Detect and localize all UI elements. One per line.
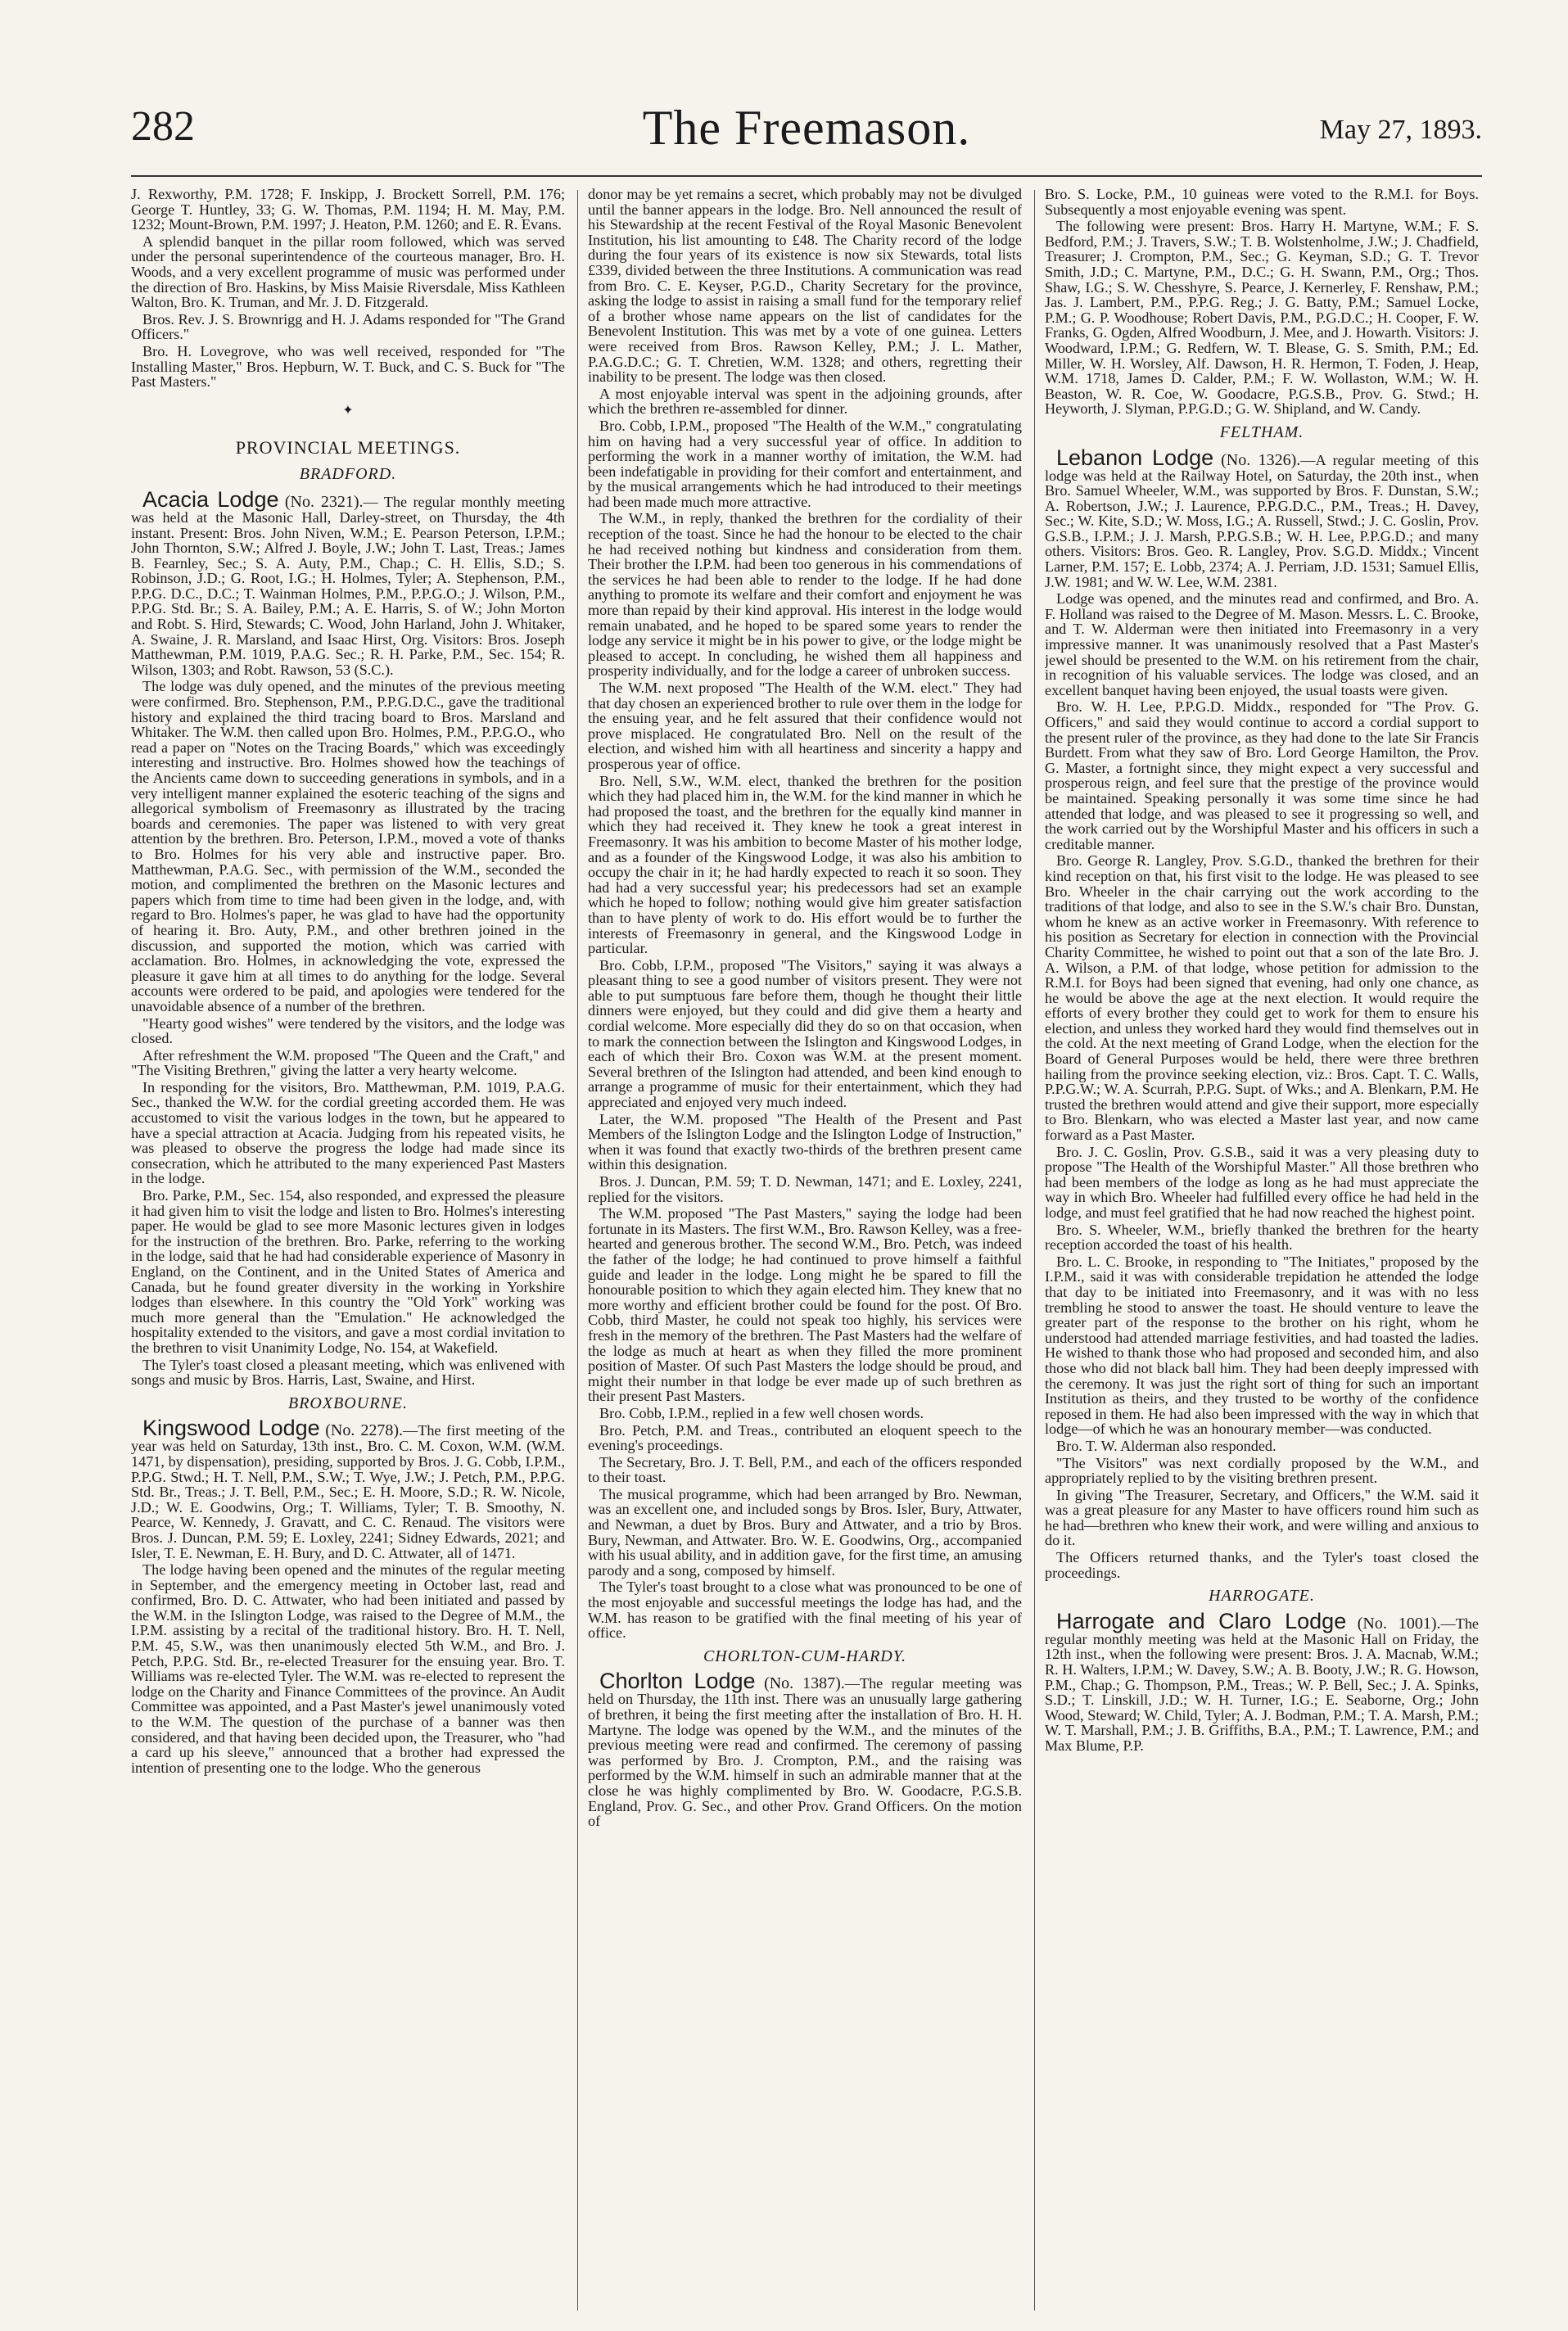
paragraph: "The Visitors" was next cordially proposed by the W.M., and appropriately replied to by the visiting brethren present. bbox=[1045, 1454, 1479, 1487]
column-divider bbox=[577, 190, 578, 2311]
paragraph: In responding for the visitors, Bro. Matthewman, P.M. 1019, P.A.G. Sec., thanked the W.W. for the cordial greeting accorded them. He was accustomed to visit the various lodges in the town, but he appeared to have a special attraction at Acacia. Judging from his repeated visits, he was pleased to observe the progress the lodge had made since its consecration, which he attributed to the many experienced Past Masters in the lodge. bbox=[131, 1078, 565, 1187]
ornament-divider: ✦ bbox=[342, 403, 354, 418]
lodge-number: (No. 1387). bbox=[764, 1674, 845, 1693]
lodge-report bbox=[131, 486, 565, 678]
place-heading: BROXBOURNE. bbox=[288, 1394, 408, 1412]
paragraph: The lodge was duly opened, and the minutes of the previous meeting were confirmed. Bro. Stephenson, P.M., P.P.G.D.C., gave the traditional history and explained the third tracing board to Bros. Marsland and Whitaker. The W.M. then called upon Bro. Holmes, P.M., P.P.G.O., who read a paper on "Notes on the Tracing Boards," which was exceedingly interesting and instructive. Bro. Holmes showed how the teachings of the Ancients came down to succeeding generations in symbols, and in a very intelligent manner explained the esoteric teaching of the signs and allegorical symbolism of Freemasonry as illustrated by the tracing boards and ceremonies. The paper was listened to with very great attention by the brethren. Bro. Peterson, I.P.M., moved a vote of thanks to Bro. Holmes for his very able and instructive paper. Bro. Matthewman, P.A.G. Sec., with permission of the W.M., seconded the motion, and complimented the brethren on the Masonic lectures and papers which from time to time had been given in the lodge, and, with regard to Bro. Holmes's paper, he was glad to have had the opportunity of hearing it. Bro. Auty, P.M., and other brethren joined in the discussion, and supported the motion, which was carried with acclamation. Bro. Holmes, in acknowledging the vote, expressed the pleasure it gave him at all times to do anything for the lodge. Several accounts were ordered to be paid, and apologies were tendered for the unavoidable absence of a number of the brethren. bbox=[131, 678, 565, 1014]
lodge-number: (No. 2278). bbox=[325, 1421, 404, 1440]
lodge-name: Kingswood Lodge bbox=[142, 1416, 320, 1441]
paragraph: The Tyler's toast brought to a close what was pronounced to be one of the most enjoyable and successful meetings the lodge has had, and the W.M. has reason to be gratified with the final meeting of his year of office. bbox=[588, 1579, 1022, 1642]
paragraph: Bros. Rev. J. S. Brownrigg and H. J. Adams responded for "The Grand Officers." bbox=[131, 310, 565, 343]
place-heading: BRADFORD. bbox=[299, 465, 397, 484]
paragraph: Bro. J. C. Goslin, Prov. G.S.B., said it was a very pleasing duty to propose "The Health of the Worshipful Master." All those brethren who had been members of the lodge as long as he had must appreciate the way in which Bro. Wheeler had fulfilled every office he had held in the lodge, and must feel gratified that he had now reached the highest point. bbox=[1045, 1143, 1479, 1221]
column-1 bbox=[131, 187, 565, 2315]
paragraph: Bro. Parke, P.M., Sec. 154, also responded, and expressed the pleasure it had given him to visit the lodge and listen to Bro. Holmes's interesting paper. He would be glad to see more Masonic lectures given in lodges for the instruction of the brethren. Bro. Parke, referring to the working in the lodge, said that he had had considerable experience of Masonry in England, on the Continent, and in the United States of America and Canada, but he found greater diversity in the working in Yorkshire lodges than elsewhere. In this country the "Old York" working was much more general than the "Emulation." He acknowledged the hospitality extended to the visitors, and gave a most cordial invitation to the brethren to visit Unanimity Lodge, No. 154, at Wakefield. bbox=[131, 1187, 565, 1356]
paragraph: A most enjoyable interval was spent in the adjoining grounds, after which the brethren re-assembled for dinner. bbox=[588, 385, 1022, 418]
lodge-report bbox=[1045, 447, 1479, 590]
masthead-rule bbox=[131, 175, 1482, 177]
paragraph: Bro. Cobb, I.P.M., proposed "The Health of the W.M.," congratulating him on having had a very successful year of office. In addition to performing the work in a manner worthy of imitation, the W.M. had been indefatigable in providing for their comfort and entertainment, and by the musical arrangements which he had introduced to their meetings had been made much more attractive. bbox=[588, 417, 1022, 510]
paragraph: Lodge was opened, and the minutes read and confirmed, and Bro. A. F. Holland was raised to the Degree of M. Mason. Messrs. L. C. Brooke, and T. W. Alderman were then initiated into Freemasonry in a very impressive manner. It was unanimously resolved that a Past Master's jewel should be presented to the W.M. on his retirement from the chair, in recognition of his valuable services. The lodge was closed, and an excellent banquet having been enjoyed, the usual toasts were given. bbox=[1045, 590, 1479, 698]
paragraph: donor may be yet remains a secret, which probably may not be divulged until the banner appears in the lodge. Bro. Nell announced the result of his Stewardship at the recent Festival of the Royal Masonic Benevolent Institution, his list amounting to £48. The Charity record of the lodge during the four years of its existence is now six Stewards, total lists £339, divided between the three Institutions. A communication was read from Bro. C. E. Keyser, P.G.D., Charity Secretary for the province, asking the lodge to assist in raising a small fund for the temporary relief of a brother whose name appears on the list of candidates for the Benevolent Institution. This was met by a vote of one guinea. Letters were received from Bros. Rawson Kelley, P.M.; J. L. Mather, P.A.G.D.C.; G. T. Chretien, W.M. 1328; and others, regretting their inability to be present. The lodge was then closed. bbox=[588, 187, 1022, 386]
lodge-name: Acacia Lodge bbox=[142, 486, 279, 512]
paragraph: Bro. Cobb, I.P.M., proposed "The Visitors," saying it was always a pleasant thing to see a good number of visitors present. They were not able to put sumptuous fare before them, though he thought their little dinners were enjoyed, but they could and did give them a hearty and cordial welcome. More especially did they do so on that occasion, when to mark the connection between the Islington and Kingswood Lodges, in each of which their Bro. Coxon was W.M. at the present moment. Several brethren of the Islington had attended, and been kind enough to arrange a programme of music for their entertainment, which they had appreciated and enjoyed very much indeed. bbox=[588, 956, 1022, 1111]
paragraph: Bro. H. Lovegrove, who was well received, responded for "The Installing Master," Bros. Hepburn, W. T. Buck, and C. S. Buck for "The Past Masters." bbox=[131, 342, 565, 391]
paragraph: The W.M. next proposed "The Health of the W.M. elect." They had that day chosen an experienced brother to rule over them in the lodge for the ensuing year, and he felt assured that their confidence would not prove misplaced. He congratulated Bro. Nell on the result of the election, and wished him with all heartiness and sincerity a happy and prosperous year of office. bbox=[588, 680, 1022, 772]
paragraph: Bro. George R. Langley, Prov. S.G.D., thanked the brethren for their kind reception on that, his first visit to the lodge. He was pleased to see Bro. Wheeler in the chair carrying out the work according to the traditions of that lodge, and also to see in the S.W.'s chair Bro. Dunstan, whom he knew as an active worker in Freemasonry. With reference to his position as Secretary for election in connection with the Provincial Charity Committee, he wished to point out that a son of the late Bro. J. A. Wilson, a P.M. of that lodge, whose petition for admission to the R.M.I. for Boys had been signed that evening, had only one chance, as he would be above the age at the next election. It would require the efforts of every brother they could get to work for them to ensure his election, and unless they worked hard they would find themselves out in the cold. At the next meeting of Grand Lodge, when the election for the Board of General Purposes would be held, there were three brethren hailing from the province seeking election, viz.: Bros. Capt. T. C. Walls, P.P.G.W.; W. A. Scurrah, P.P.G. Supt. of Wks.; and A. Blenkarn, P.M. He trusted the brethren would attend and give their support, more especially to Bro. Blenkarn, who was elected a Master last year, and now came forward as a Past Master. bbox=[1045, 852, 1479, 1144]
lodge-report bbox=[588, 1670, 1022, 1828]
issue-date: May 27, 1893. bbox=[1319, 115, 1482, 145]
lodge-text: —A regular meeting of this lodge was held at the Railway Hotel, on Saturday, the 20th inst., when Bro. Samuel Wheeler, W.M., was supported by Bros. F. Dunstan, S.W.; A. Robertson, J.W.; J. Laurence, P.P.G.D.C., P.M., Treas.; H. Davey, Sec.; W. Kite, S.D.; W. Moss, I.G.; A. Russell, Stwd.; J. C. Goslin, Prov. G.S.B., I.P.M.; J. J. Marsh, P.P.G.S.B.; W. H. Lee, P.P.G.D.; and many others. Visitors: Bros. Geo. R. Langley, Prov. S.G.D. Middx.; Vincent Larner, P.M. 157; E. Lobb, 2374; A. J. Perriam, J.D. 1531; Samuel Ellis, J.W. 1981; and W. W. Lee, W.M. 2381. bbox=[1045, 451, 1479, 590]
place-heading: HARROGATE. bbox=[1209, 1587, 1315, 1606]
lodge-number: (No. 1001). bbox=[1357, 1614, 1441, 1633]
paragraph: Later, the W.M. proposed "The Health of the Present and Past Members of the Islington Lodge and the Islington Lodge of Instruction," when it was found that exactly two-thirds of the brethren present came within this designation. bbox=[588, 1110, 1022, 1173]
paragraph: The Officers returned thanks, and the Tyler's toast closed the proceedings. bbox=[1045, 1549, 1479, 1581]
paragraph: A splendid banquet in the pillar room followed, which was served under the personal superintendence of the courteous manager, Bro. H. Woods, and a very excellent programme of music was performed under the direction of Bro. Haskins, by Miss Maisie Riversdale, Miss Kathleen Walton, Bro. K. Truman, and Mr. J. D. Fitzgerald. bbox=[131, 233, 565, 311]
paragraph: Bro. S. Locke, P.M., 10 guineas were voted to the R.M.I. for Boys. Subsequently a most enjoyable evening was spent. bbox=[1045, 187, 1479, 218]
lodge-number: (No. 2321). bbox=[284, 492, 364, 511]
lodge-text: — The regular monthly meeting was held at the Masonic Hall, Darley-street, on Thursday, the 4th instant. Present: Bros. John Niven, W.M.; E. Pearson Peterson, I.P.M.; John Thornton, S.W.; Alfred J. Boyle, J.W.; John T. Last, Treas.; James B. Fearnley, Sec.; S. A. Auty, P.M., Chap.; C. H. Ellis, S.D.; S. Robinson, J.D.; G. Root, I.G.; H. Holmes, Tyler; A. Stephenson, P.M., P.P.G. D.C., D.C.; T. Wainman Holmes, P.M., P.P.G.O.; J. Wilson, P.M., P.P.G. Std. Br.; S. A. Bailey, P.M.; A. E. Harris, S. of W.; John Morton and Robt. S. Hird, Stewards; C. Wood, John Harland, John J. Whitaker, A. Swaine, J. R. Marsland, and Isaac Hirst, Org. Visitors: Bros. Joseph Matthewman, P.M. 1019, P.A.G. Sec.; R. H. Parke, P.M., Sec. 154; R. Wilson, 1303; and Robt. Rawson, 53 (S.C.). bbox=[131, 493, 565, 678]
paragraph: Bro. W. H. Lee, P.P.G.D. Middx., responded for "The Prov. G. Officers," and said they would continue to accord a cordial support to the present ruler of the province, as they had done to the late Sir Francis Burdett. From what they saw of Bro. Lord George Hamilton, the Prov. G. Master, a fortnight since, they might expect a very successful and prosperous reign, and feel sure that the prestige of the province would be maintained. Speaking personally it was some time since he had attended that lodge, and was pleased to see it progressing so well, and the work carried out by the Worshipful Master and his officers in such a creditable manner. bbox=[1045, 698, 1479, 852]
lodge-name: Harrogate and Claro Lodge bbox=[1056, 1608, 1347, 1633]
paragraph: In giving "The Treasurer, Secretary, and Officers," the W.M. said it was a great pleasure for any Master to have officers round him such as he had—brethren who knew their work, and were willing and anxious to do it. bbox=[1045, 1486, 1479, 1549]
paragraph: The Secretary, Bro. J. T. Bell, P.M., and each of the officers responded to their toast. bbox=[588, 1453, 1022, 1486]
paragraph: Bro. Cobb, I.P.M., replied in a few well chosen words. bbox=[599, 1404, 924, 1421]
paragraph: The Tyler's toast closed a pleasant meeting, which was enlivened with songs and music by Bros. Harris, Last, Swaine, and Hirst. bbox=[131, 1356, 565, 1389]
lodge-number: (No. 1326). bbox=[1221, 450, 1301, 469]
paragraph: After refreshment the W.M. proposed "The Queen and the Craft," and "The Visiting Brethren," giving the latter a very hearty welcome. bbox=[131, 1046, 565, 1079]
paragraph: The W.M. proposed "The Past Masters," saying the lodge had been fortunate in its Masters. The first W.M., Bro. Rawson Kelley, was a free-hearted and generous brother. The second W.M., Bro. Petch, was indeed the father of the lodge; he had continued to prove himself a faithful guide and leader in the lodge. Long might he be spared to fill the honourable position to which they again elected him. They knew that no more worthy and efficient brother could be found for the post. Of Bro. Cobb, third Master, he could not speak too highly, his services were fresh in the memory of the brethren. The Past Masters had the welfare of the lodge as much at heart as when they filled the more prominent position of Master. Of such Past Masters the lodge should be proud, and might their number in that lodge be ever made up of such brethren as their present Past Masters. bbox=[588, 1205, 1022, 1405]
paragraph: Bro. S. Wheeler, W.M., briefly thanked the brethren for the hearty reception accorded the toast of his health. bbox=[1045, 1221, 1479, 1254]
page-number: 282 bbox=[131, 103, 195, 150]
column-divider bbox=[1034, 190, 1035, 2311]
lodge-report bbox=[1045, 1610, 1479, 1754]
paragraph: J. Rexworthy, P.M. 1728; F. Inskipp, J. Brockett Sorrell, P.M. 176; George T. Huntley, 33; G. W. Thomas, P.M. 1194; H. M. May, P.M. 1232; Mount-Brown, P.M. 1997; J. Heaton, P.M. 1260; and E. R. Evans. bbox=[131, 187, 565, 233]
lodge-name: Lebanon Lodge bbox=[1056, 445, 1214, 470]
place-heading: CHORLTON-CUM-HARDY. bbox=[703, 1647, 907, 1665]
paragraph: The W.M., in reply, thanked the brethren for the cordiality of their reception of the toast. Since he had the honour to be elected to the chair he had received nothing but kindness and consideration from them. Their brother the I.P.M. had been too generous in his commendations of the services he had been able to render to the lodge. If he had done anything to promote its welfare and their comfort and enjoyment he was more than repaid by their kind approval. His interest in the lodge would remain unabated, and he hoped to be spared some years to render the lodge any service it might be in his power to give, or the lodge might be pleased to accept. In concluding, he wished them all happiness and prosperity individually, and for the lodge a career of unbroken success. bbox=[588, 510, 1022, 680]
column-2 bbox=[588, 187, 1022, 2315]
lodge-text: —The regular meeting was held on Thursday, the 11th inst. There was an unusually large gathering of brethren, it being the first meeting after the installation of Bro. H. H. Martyne. The lodge was opened by the W.M., and the minutes of the previous meeting were read and confirmed. The ceremony of passing was performed by Bro. J. Crompton, P.M., and the raising was performed by the W.M. himself in such an admirable manner that at the close he was highly complimented by Bro. W. Goodacre, P.G.S.B. England, Prov. G. Sec., and other Prov. Grand Officers. On the motion of bbox=[588, 1675, 1022, 1830]
lodge-name: Chorlton Lodge bbox=[599, 1669, 756, 1694]
section-heading: PROVINCIAL MEETINGS. bbox=[235, 436, 461, 458]
paragraph: The lodge having been opened and the minutes of the regular meeting in September, and the emergency meeting in October last, read and confirmed, Bro. D. C. Attwater, who had been initiated and passed by the W.M. in the Islington Lodge, was raised to the Degree of M.M., the I.P.M. assisting by a recital of the traditional history. Bro. H. T. Nell, P.M. 45, S.W., was then unanimously elected 5th W.M., and Bro. J. Petch, P.P.G. Std. Br., re-elected Treasurer for the ensuing year. Bro. T. Williams was re-elected Tyler. The W.M. was re-elected to represent the lodge on the Charity and Finance Committees of the province. An Audit Committee was appointed, and a Past Master's jewel unanimously voted to the W.M. The question of the purchase of a banner was then considered, and that having been decided upon, the Treasurer, who "had a card up his sleeve," announced that a brother had expressed the intention of presenting one to the lodge. Who the generous bbox=[131, 1561, 565, 1776]
paragraph: Bro. T. W. Alderman also responded. bbox=[1056, 1437, 1277, 1454]
article-columns bbox=[131, 187, 1482, 2315]
paragraph: Bro. Nell, S.W., W.M. elect, thanked the brethren for the position which they had placed him in, the W.M. for the kind manner in which he had proposed the toast, and the brethren for the equally kind manner in which they had received it. They knew he took a great interest in Freemasonry. It was his ambition to become Master of his mother lodge, and as a founder of the Kingswood Lodge, it was also his ambition to occupy the chair in it; he had hardly expected to reach it so soon. They had had a very successful year; his predecessors had set an example which he hoped to follow; nothing would give him greater satisfaction than to have plenty of work to do. His effort would be to further the interests of Freemasonry in general, and the Kingswood Lodge in particular. bbox=[588, 772, 1022, 957]
place-heading: FELTHAM. bbox=[1219, 422, 1304, 441]
paragraph: "Hearty good wishes" were tendered by the visitors, and the lodge was closed. bbox=[131, 1014, 565, 1047]
paragraph: Bro. L. C. Brooke, in responding to "The Initiates," proposed by the I.P.M., said it was with considerable trepidation he attended the lodge that day to be initiated into Freemasonry, and it was with no less trembling he stood to answer the toast. He should venture to leave the greater part of the response to the brother on his right, whom he understood had attended marriage festivities, and had toasted the ladies. He wished to thank those who had proposed and seconded him, and also those who did not black ball him. They had been deeply impressed with the ceremony. It was just the right sort of thing for such an important Institution as theirs, and they trusted to be worthy of the confidence reposed in them. He had also been impressed with the way in which that lodge—of which he was an honourary member—was conducted. bbox=[1045, 1253, 1479, 1438]
lodge-text: —The regular monthly meeting was held at the Masonic Hall on Friday, the 12th inst., when the following were present: Bros. J. A. Macnab, W.M.; R. H. Walters, I.P.M.; W. Davey, S.W.; A. B. Booty, J.W.; R. G. Howson, P.M., Chap.; G. Thompson, P.M., Treas.; W. P. Bell, Sec.; J. A. Spinks, S.D.; T. Linskill, J.D.; W. H. Turner, I.G.; E. Seaborne, Org.; John Wood, Steward; W. Child, Tyler; A. J. Bodman, P.M.; T. A. Marsh, P.M.; W. T. Marshall, P.M.; J. B. Griffiths, B.A., P.M.; T. Lawrence, P.M.; and Max Blume, P.P. bbox=[1045, 1615, 1479, 1754]
paragraph: The following were present: Bros. Harry H. Martyne, W.M.; F. S. Bedford, P.M.; J. Travers, S.W.; T. B. Wolstenholme, J.W.; J. Chadfield, Treasurer; J. Crompton, P.M., Sec.; G. Keyman, S.D.; G. T. Trevor Smith, J.D.; C. Martyne, P.M., D.C.; G. H. Swann, P.M., Org.; Thos. Shaw, I.G.; S. W. Chesshyre, S. Pearce, J. Kernerley, F. Renshaw, P.M.; Jas. J. Lambert, P.M., P.P.G. Reg.; J. G. Batty, P.M.; Samuel Locke, P.M.; G. P. Woodhouse; Robert Davis, P.M., P.G.D.C.; H. Cooper, F. W. Franks, G. Ogden, Alfred Woodburn, J. Mee, and J. Howarth. Visitors: J. Woodward, I.P.M.; G. Redfern, W. T. Blease, G. S. Smith, P.M.; Ed. Miller, W. H. Worsley, Alf. Dawson, H. R. Hermon, T. Foden, J. Heap, W.M. 1718, James D. Calder, P.M.; F. W. Wollaston, W.M.; W. H. Beaston, W. R. Coe, W. Goodacre, P.G.S.B., Prov. G. Stwd.; H. Heyworth, J. Slyman, P.P.G.D.; G. W. Shipland, and W. Candy. bbox=[1045, 218, 1479, 418]
newspaper-title: The Freemason. bbox=[642, 101, 971, 155]
paragraph: Bros. J. Duncan, P.M. 59; T. D. Newman, 1471; and E. Loxley, 2241, replied for the visitors. bbox=[588, 1173, 1022, 1205]
paragraph: Bro. Petch, P.M. and Treas., contributed an eloquent speech to the evening's proceedings. bbox=[588, 1421, 1022, 1454]
column-3 bbox=[1045, 187, 1479, 2315]
lodge-report bbox=[131, 1417, 565, 1561]
paragraph: The musical programme, which had been arranged by Bro. Newman, was an excellent one, and included songs by Bros. Isler, Bury, Attwater, and Newman, a duet by Bros. Bury and Attwater, and a trio by Bros. Bury, Newman, and Attwater. Bro. W. E. Goodwins, Org., accompanied with his usual ability, and in addition gave, for the first time, an amusing parody and a song, composed by himself. bbox=[588, 1485, 1022, 1579]
lodge-text: —The first meeting of the year was held on Saturday, 13th inst., Bro. C. M. Coxon, W.M. (W.M. 1471, by dispensation), presiding, supported by Bros. J. G. Cobb, I.P.M., P.P.G. Stwd.; H. T. Nell, P.M., S.W.; T. Wye, J.W.; J. Petch, P.M., P.P.G. Std. Br., Treas.; J. T. Bell, P.M., Sec.; E. H. Moore, S.D.; R. W. Nicole, J.D.; W. E. Goodwins, Org.; T. Williams, Tyler; T. B. Smoothy, N. Pearce, W. Kennedy, J. Gravatt, and C. C. Renaud. The visitors were Bros. J. Duncan, P.M. 59; E. Loxley, 2241; Sidney Edwards, 2021; and Isler, T. E. Newman, E. H. Bury, and D. C. Attwater, all of 1471. bbox=[131, 1422, 565, 1561]
